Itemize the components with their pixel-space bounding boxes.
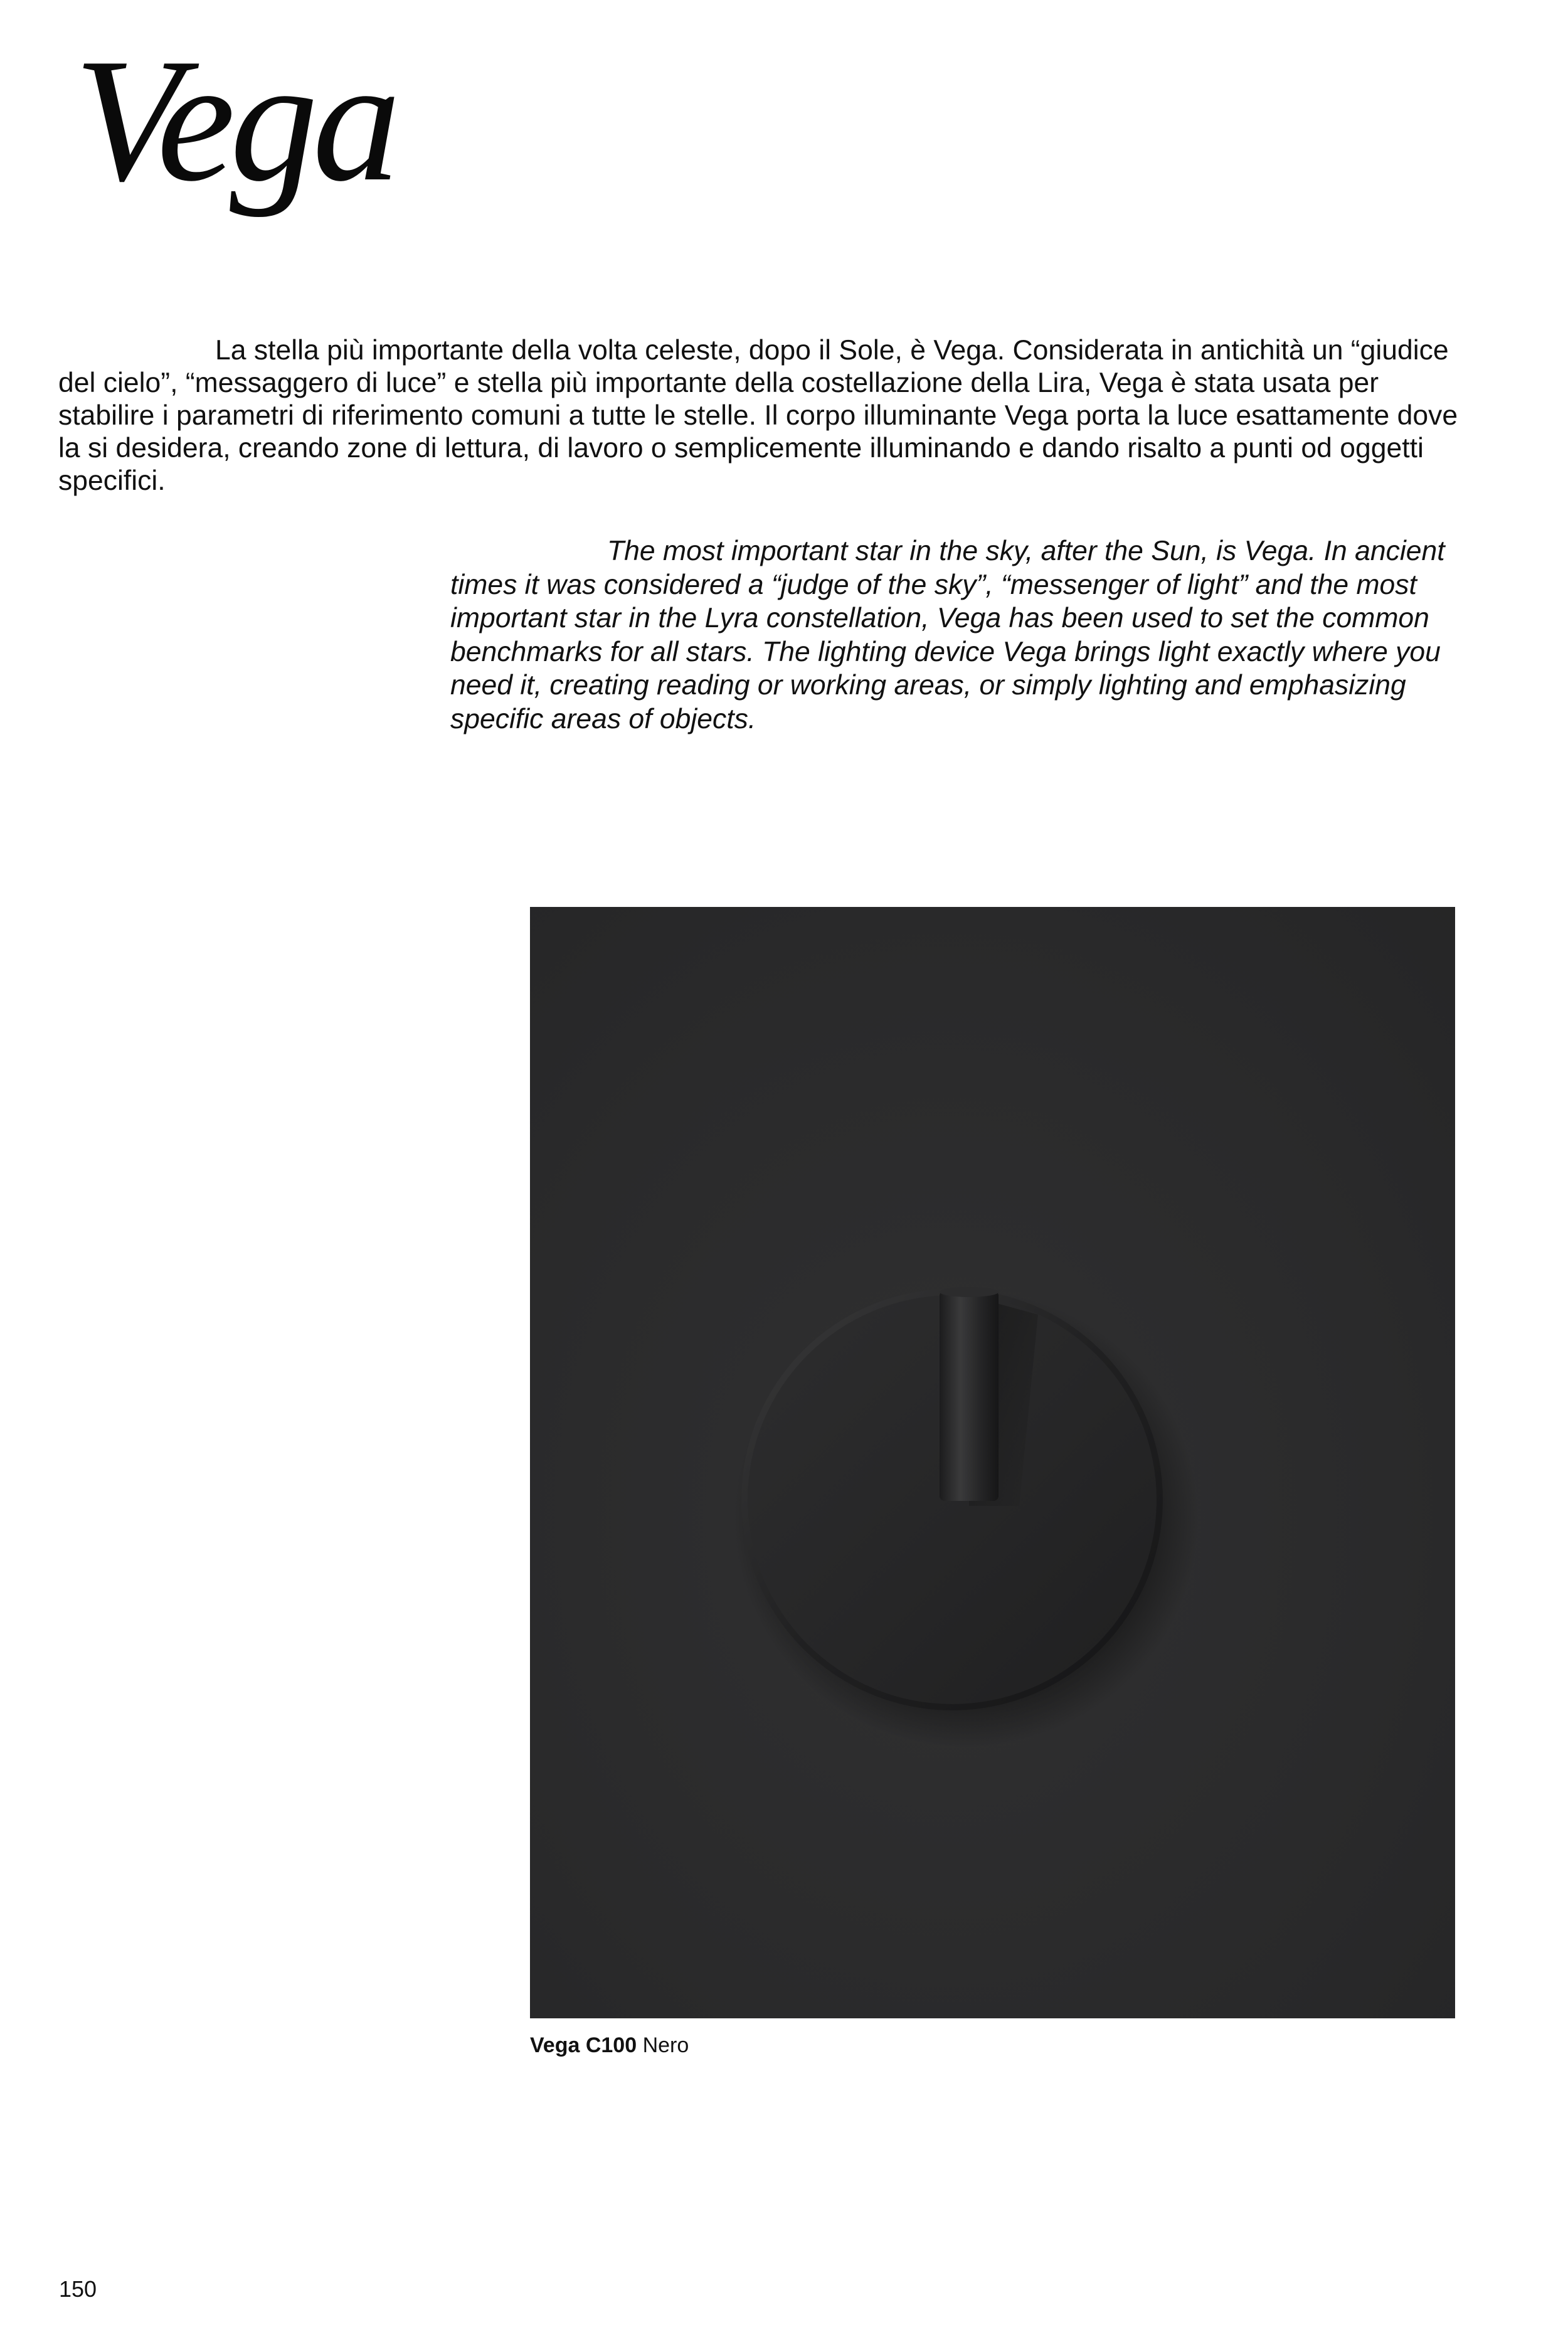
page-title: Vega bbox=[74, 22, 396, 218]
page-number: 150 bbox=[59, 2276, 97, 2302]
intro-text-english: The most important star in the sky, after the Sun, is Vega. In ancient times it was considered a “judge of the sky”, “messenger of light” and the most important star in the Lyra constellation, Vega has been used to set the common benchmarks for all stars. The lighting device Vega brings light exactly where you need it, creating reading or working areas, or simply lighting and emphasizing specific areas of objects. bbox=[450, 536, 1445, 734]
product-finish: Nero bbox=[642, 2033, 689, 2057]
lamp-head-cylinder bbox=[940, 1291, 999, 1501]
product-model: Vega C100 bbox=[530, 2033, 637, 2057]
product-photo bbox=[530, 907, 1455, 2018]
wall-lamp-illustration bbox=[530, 907, 1455, 2018]
product-caption bbox=[530, 2033, 689, 2058]
intro-text-italian: La stella più importante della volta celeste, dopo il Sole, è Vega. Considerata in antichità un “giudice del cielo”, “messaggero di luce” e stella più importante della costellazione della Lira, Vega è stata usata per stabilire i parametri di riferimento comuni a tutte le stelle. Il corpo illuminante Vega porta la luce esattamente dove la si desidera, creando zone di lettura, di lavoro o semplicemente illuminando e dando risalto a punti od oggetti specifici. bbox=[58, 335, 1458, 496]
lamp-head-top bbox=[940, 1287, 999, 1297]
